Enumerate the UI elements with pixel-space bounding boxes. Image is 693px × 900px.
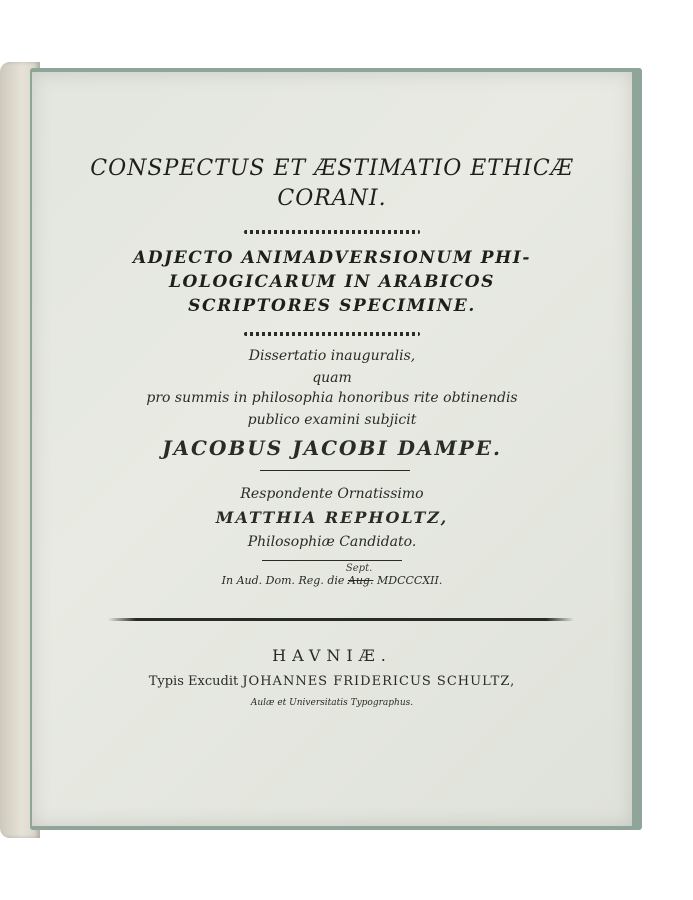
title-page <box>32 72 632 826</box>
handwritten-month: Sept. <box>345 563 373 574</box>
place-of-printing: HAVNIÆ. <box>272 646 392 665</box>
dissertation-line-4: publico examini subjicit <box>247 412 417 428</box>
respondent-line: Respondente Ornatissimo <box>240 486 424 502</box>
ornamental-rule-1 <box>244 230 420 234</box>
printer-role: Aulæ et Universitatis Typographus. <box>250 698 414 708</box>
date-line <box>32 563 632 587</box>
author-name: JACOBUS JACOBI DAMPE. <box>162 436 502 460</box>
subtitle-line-3: SCRIPTORES SPECIMINE. <box>188 296 476 316</box>
divider-rule-1 <box>260 470 410 471</box>
printer-prefix: Typis Excudit <box>148 674 239 689</box>
ornamental-rule-2 <box>244 332 420 336</box>
ornamental-rule-3 <box>108 618 574 621</box>
date-prefix: In Aud. Dom. Reg. die <box>221 574 345 587</box>
respondent-title: Philosophiæ Candidato. <box>247 534 417 550</box>
subtitle-line-1: ADJECTO ANIMADVERSIONUM PHI- <box>132 248 532 268</box>
divider-rule-2 <box>262 560 402 561</box>
respondent-name: MATTHIA REPHOLTZ, <box>215 508 449 527</box>
subtitle-line-2: LOLOGICARUM IN ARABICOS <box>168 272 496 292</box>
dissertation-line-2: quam <box>312 370 352 386</box>
title-line-1: CONSPECTUS ET ÆSTIMATIO ETHICÆ <box>90 156 574 181</box>
printer-name: JOHANNES FRIDERICUS SCHULTZ, <box>242 674 516 689</box>
title-line-2: CORANI. <box>277 186 387 211</box>
date-year: MDCCCXII. <box>376 574 443 587</box>
struck-month: Aug. <box>347 574 374 587</box>
printer-line <box>32 674 632 689</box>
dissertation-line-3: pro summis in philosophia honoribus rite obtinendis <box>146 390 518 406</box>
book <box>0 58 648 848</box>
dissertation-line-1: Dissertatio inauguralis, <box>248 348 416 364</box>
